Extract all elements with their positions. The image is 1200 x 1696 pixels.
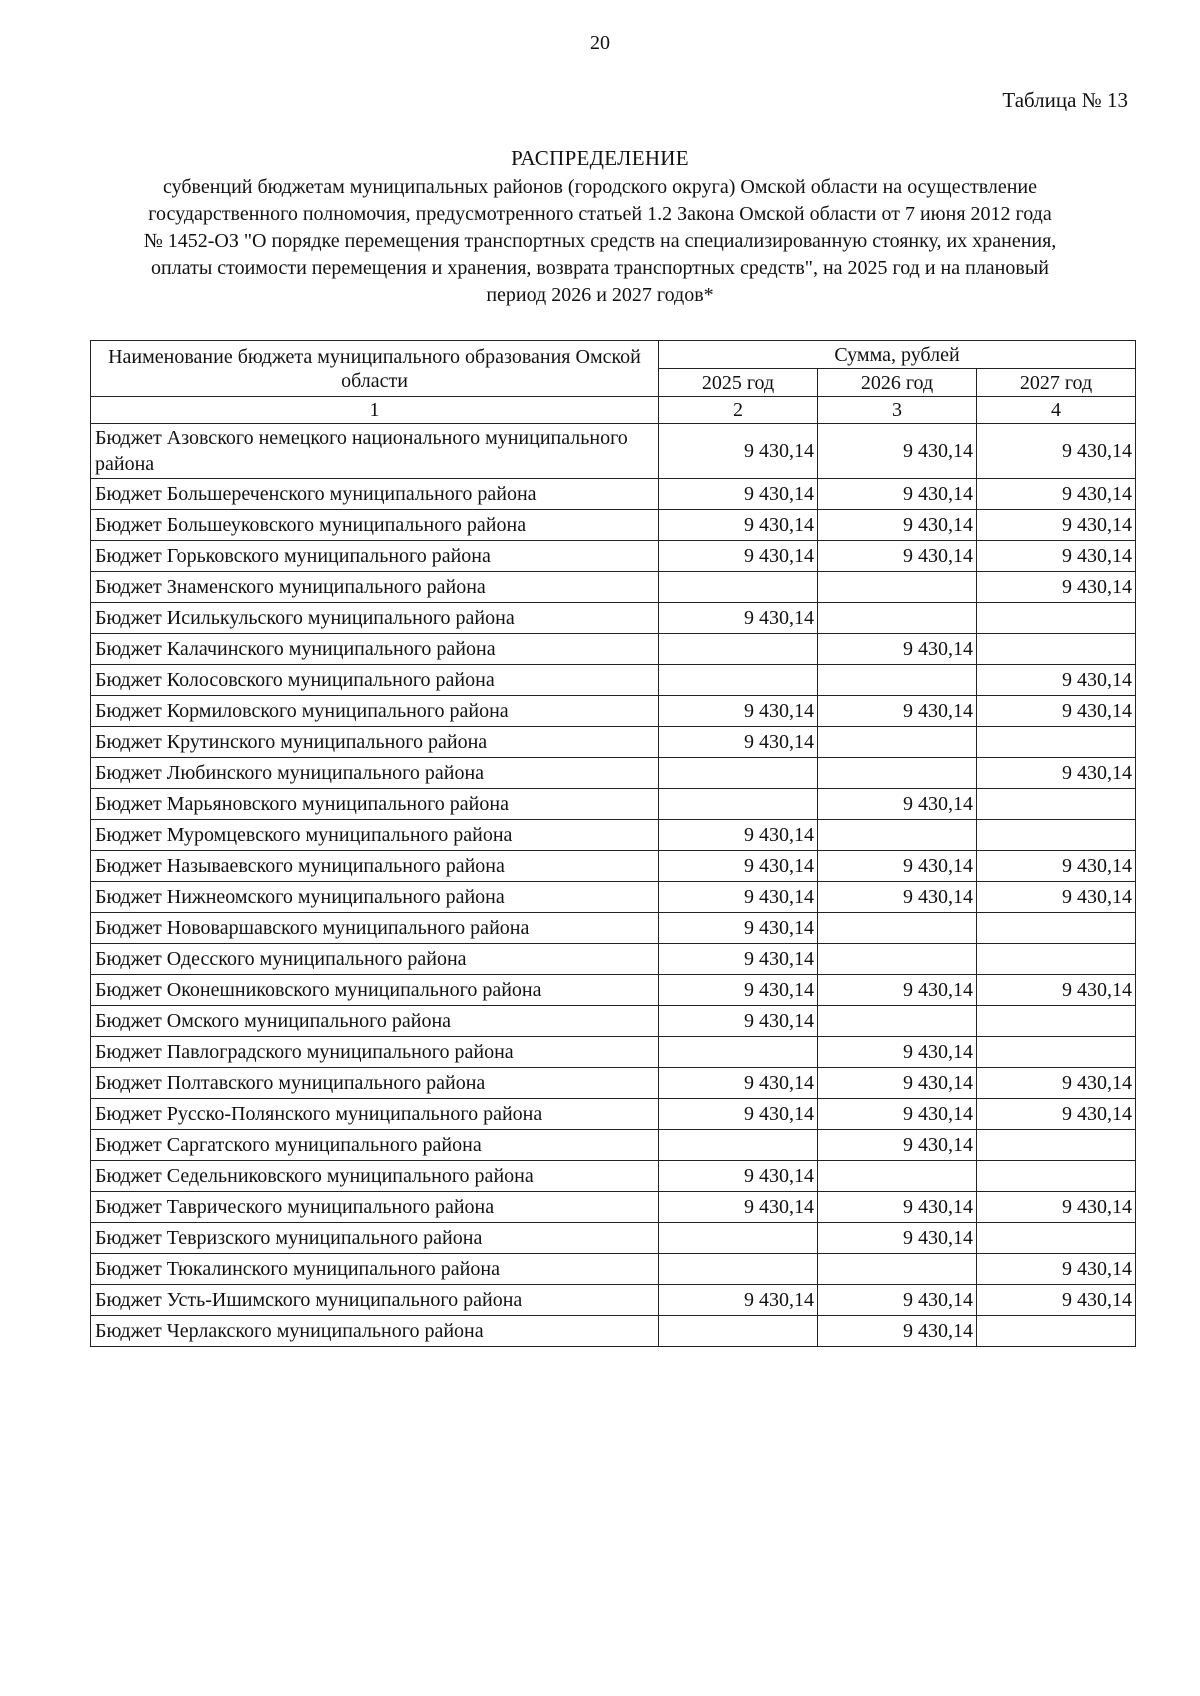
value-2025-cell: 9 430,14 [659, 727, 818, 758]
value-2025-cell: 9 430,14 [659, 479, 818, 510]
table-row [91, 727, 1136, 758]
table-row [91, 634, 1136, 665]
value-2027-cell [977, 1161, 1136, 1192]
column-number: 2 [659, 397, 818, 424]
value-2025-cell: 9 430,14 [659, 424, 818, 479]
budget-name-cell: Бюджет Павлоградского муниципального района [91, 1037, 659, 1068]
budget-name-cell: Бюджет Марьяновского муниципального района [91, 789, 659, 820]
table-row [91, 1099, 1136, 1130]
table-row [91, 1006, 1136, 1037]
table-row [91, 541, 1136, 572]
header-year-2026: 2026 год [818, 369, 977, 397]
value-2026-cell: 9 430,14 [818, 510, 977, 541]
value-2026-cell [818, 820, 977, 851]
value-2027-cell: 9 430,14 [977, 975, 1136, 1006]
value-2027-cell: 9 430,14 [977, 1254, 1136, 1285]
header-sum: Сумма, рублей [659, 341, 1136, 369]
value-2027-cell [977, 1037, 1136, 1068]
value-2027-cell: 9 430,14 [977, 572, 1136, 603]
value-2026-cell: 9 430,14 [818, 1223, 977, 1254]
budget-name-cell: Бюджет Исилькульского муниципального района [91, 603, 659, 634]
value-2026-cell: 9 430,14 [818, 1037, 977, 1068]
value-2025-cell [659, 1316, 818, 1347]
budget-name-cell: Бюджет Азовского немецкого национального муниципального района [91, 424, 659, 479]
value-2026-cell: 9 430,14 [818, 696, 977, 727]
budget-name-cell: Бюджет Саргатского муниципального района [91, 1130, 659, 1161]
value-2027-cell [977, 944, 1136, 975]
value-2026-cell: 9 430,14 [818, 1068, 977, 1099]
value-2027-cell: 9 430,14 [977, 541, 1136, 572]
table-row [91, 665, 1136, 696]
value-2026-cell [818, 1161, 977, 1192]
value-2027-cell: 9 430,14 [977, 758, 1136, 789]
value-2026-cell: 9 430,14 [818, 975, 977, 1006]
document-heading: РАСПРЕДЕЛЕНИЕ [511, 146, 689, 170]
budget-name-cell: Бюджет Горьковского муниципального района [91, 541, 659, 572]
value-2026-cell [818, 758, 977, 789]
table-row [91, 758, 1136, 789]
value-2026-cell: 9 430,14 [818, 1192, 977, 1223]
budget-name-cell: Бюджет Называевского муниципального района [91, 851, 659, 882]
budget-name-cell: Бюджет Омского муниципального района [91, 1006, 659, 1037]
table-row [91, 1192, 1136, 1223]
value-2025-cell: 9 430,14 [659, 696, 818, 727]
value-2027-cell [977, 1223, 1136, 1254]
header-year-2025: 2025 год [659, 369, 818, 397]
value-2025-cell: 9 430,14 [659, 510, 818, 541]
value-2026-cell: 9 430,14 [818, 479, 977, 510]
value-2026-cell [818, 1006, 977, 1037]
value-2026-cell [818, 1254, 977, 1285]
table-row [91, 882, 1136, 913]
budget-name-cell: Бюджет Крутинского муниципального района [91, 727, 659, 758]
subtitle-line: период 2026 и 2027 годов* [486, 284, 714, 306]
table-row [91, 1037, 1136, 1068]
budget-name-cell: Бюджет Кормиловского муниципального района [91, 696, 659, 727]
table-row [91, 1161, 1136, 1192]
value-2025-cell [659, 758, 818, 789]
value-2025-cell [659, 572, 818, 603]
value-2026-cell: 9 430,14 [818, 851, 977, 882]
value-2026-cell [818, 572, 977, 603]
value-2025-cell: 9 430,14 [659, 1161, 818, 1192]
table-body [91, 424, 1136, 1347]
budget-name-cell: Бюджет Знаменского муниципального района [91, 572, 659, 603]
table-row [91, 1223, 1136, 1254]
subtitle-line: субвенций бюджетам муниципальных районов (городского округа) Омской области на осуществление [162, 176, 1038, 198]
value-2025-cell: 9 430,14 [659, 1192, 818, 1223]
table-row [91, 1068, 1136, 1099]
budget-name-cell: Бюджет Полтавского муниципального района [91, 1068, 659, 1099]
value-2025-cell [659, 1037, 818, 1068]
value-2027-cell [977, 1316, 1136, 1347]
value-2025-cell: 9 430,14 [659, 1285, 818, 1316]
table-row [91, 944, 1136, 975]
value-2026-cell: 9 430,14 [818, 424, 977, 479]
value-2027-cell: 9 430,14 [977, 1285, 1136, 1316]
column-number: 4 [977, 397, 1136, 424]
budget-name-cell: Бюджет Русско-Полянского муниципального района [91, 1099, 659, 1130]
column-number: 1 [91, 397, 659, 424]
value-2027-cell [977, 1130, 1136, 1161]
value-2026-cell: 9 430,14 [818, 882, 977, 913]
budget-name-cell: Бюджет Колосовского муниципального района [91, 665, 659, 696]
value-2027-cell [977, 727, 1136, 758]
budget-name-cell: Бюджет Черлакского муниципального района [91, 1316, 659, 1347]
value-2025-cell [659, 1223, 818, 1254]
value-2026-cell [818, 944, 977, 975]
value-2025-cell: 9 430,14 [659, 541, 818, 572]
value-2025-cell: 9 430,14 [659, 1068, 818, 1099]
value-2027-cell: 9 430,14 [977, 1099, 1136, 1130]
budget-name-cell: Бюджет Оконешниковского муниципального района [91, 975, 659, 1006]
subtitle-line: № 1452-ОЗ "О порядке перемещения транспортных средств на специализированную стоянку, их хранения, [143, 230, 1057, 252]
column-number: 3 [818, 397, 977, 424]
value-2025-cell: 9 430,14 [659, 913, 818, 944]
value-2027-cell [977, 634, 1136, 665]
value-2025-cell: 9 430,14 [659, 1006, 818, 1037]
budget-name-cell: Бюджет Нововаршавского муниципального района [91, 913, 659, 944]
value-2026-cell: 9 430,14 [818, 1099, 977, 1130]
table-row [91, 1285, 1136, 1316]
value-2027-cell [977, 913, 1136, 944]
table-header [91, 341, 1136, 424]
table-number: Таблица № 13 [1002, 88, 1128, 112]
value-2026-cell: 9 430,14 [818, 789, 977, 820]
value-2025-cell [659, 1254, 818, 1285]
budget-name-cell: Бюджет Усть-Ишимского муниципального района [91, 1285, 659, 1316]
table-row [91, 1316, 1136, 1347]
value-2027-cell: 9 430,14 [977, 882, 1136, 913]
table-row [91, 851, 1136, 882]
value-2027-cell [977, 789, 1136, 820]
subtitle-line: оплаты стоимости перемещения и хранения, возврата транспортных средств", на 2025 год и на плановый [151, 257, 1049, 279]
table-row [91, 820, 1136, 851]
value-2027-cell: 9 430,14 [977, 851, 1136, 882]
budget-name-cell: Бюджет Тевризского муниципального района [91, 1223, 659, 1254]
value-2027-cell: 9 430,14 [977, 1068, 1136, 1099]
table-row [91, 1130, 1136, 1161]
value-2027-cell: 9 430,14 [977, 1192, 1136, 1223]
table-row [91, 603, 1136, 634]
page-number: 20 [590, 32, 610, 54]
value-2026-cell: 9 430,14 [818, 541, 977, 572]
subtitle-line: государственного полномочия, предусмотренного статьей 1.2 Закона Омской области от 7 июня 2012 года [148, 203, 1052, 225]
value-2026-cell [818, 727, 977, 758]
table-row [91, 424, 1136, 479]
value-2026-cell: 9 430,14 [818, 1285, 977, 1316]
table-row [91, 789, 1136, 820]
value-2026-cell: 9 430,14 [818, 634, 977, 665]
value-2027-cell [977, 820, 1136, 851]
table-row [91, 572, 1136, 603]
table-row [91, 975, 1136, 1006]
budget-name-cell: Бюджет Калачинского муниципального района [91, 634, 659, 665]
value-2025-cell [659, 1130, 818, 1161]
value-2027-cell: 9 430,14 [977, 696, 1136, 727]
value-2025-cell [659, 789, 818, 820]
value-2025-cell: 9 430,14 [659, 944, 818, 975]
table-row [91, 696, 1136, 727]
budget-name-cell: Бюджет Нижнеомского муниципального района [91, 882, 659, 913]
value-2025-cell [659, 665, 818, 696]
value-2027-cell [977, 603, 1136, 634]
value-2026-cell: 9 430,14 [818, 1130, 977, 1161]
value-2027-cell: 9 430,14 [977, 479, 1136, 510]
value-2025-cell: 9 430,14 [659, 882, 818, 913]
value-2025-cell: 9 430,14 [659, 851, 818, 882]
value-2026-cell: 9 430,14 [818, 1316, 977, 1347]
value-2025-cell: 9 430,14 [659, 1099, 818, 1130]
budget-name-cell: Бюджет Тюкалинского муниципального района [91, 1254, 659, 1285]
value-2026-cell [818, 665, 977, 696]
header-budget-name: Наименование бюджета муниципального образования Омской области [91, 341, 659, 397]
value-2025-cell: 9 430,14 [659, 820, 818, 851]
budget-name-cell: Бюджет Одесского муниципального района [91, 944, 659, 975]
table-row [91, 510, 1136, 541]
table-row [91, 479, 1136, 510]
value-2027-cell: 9 430,14 [977, 510, 1136, 541]
value-2025-cell: 9 430,14 [659, 603, 818, 634]
value-2026-cell [818, 913, 977, 944]
budget-name-cell: Бюджет Любинского муниципального района [91, 758, 659, 789]
table-row [91, 1254, 1136, 1285]
document-subtitle [100, 174, 1100, 309]
value-2027-cell [977, 1006, 1136, 1037]
value-2025-cell [659, 634, 818, 665]
value-2027-cell: 9 430,14 [977, 665, 1136, 696]
value-2025-cell: 9 430,14 [659, 975, 818, 1006]
budget-name-cell: Бюджет Седельниковского муниципального района [91, 1161, 659, 1192]
value-2026-cell [818, 603, 977, 634]
budget-name-cell: Бюджет Таврического муниципального района [91, 1192, 659, 1223]
budget-name-cell: Бюджет Муромцевского муниципального района [91, 820, 659, 851]
subvention-table [90, 340, 1136, 1347]
header-year-2027: 2027 год [977, 369, 1136, 397]
budget-name-cell: Бюджет Большереченского муниципального района [91, 479, 659, 510]
value-2027-cell: 9 430,14 [977, 424, 1136, 479]
budget-name-cell: Бюджет Большеуковского муниципального района [91, 510, 659, 541]
table-row [91, 913, 1136, 944]
